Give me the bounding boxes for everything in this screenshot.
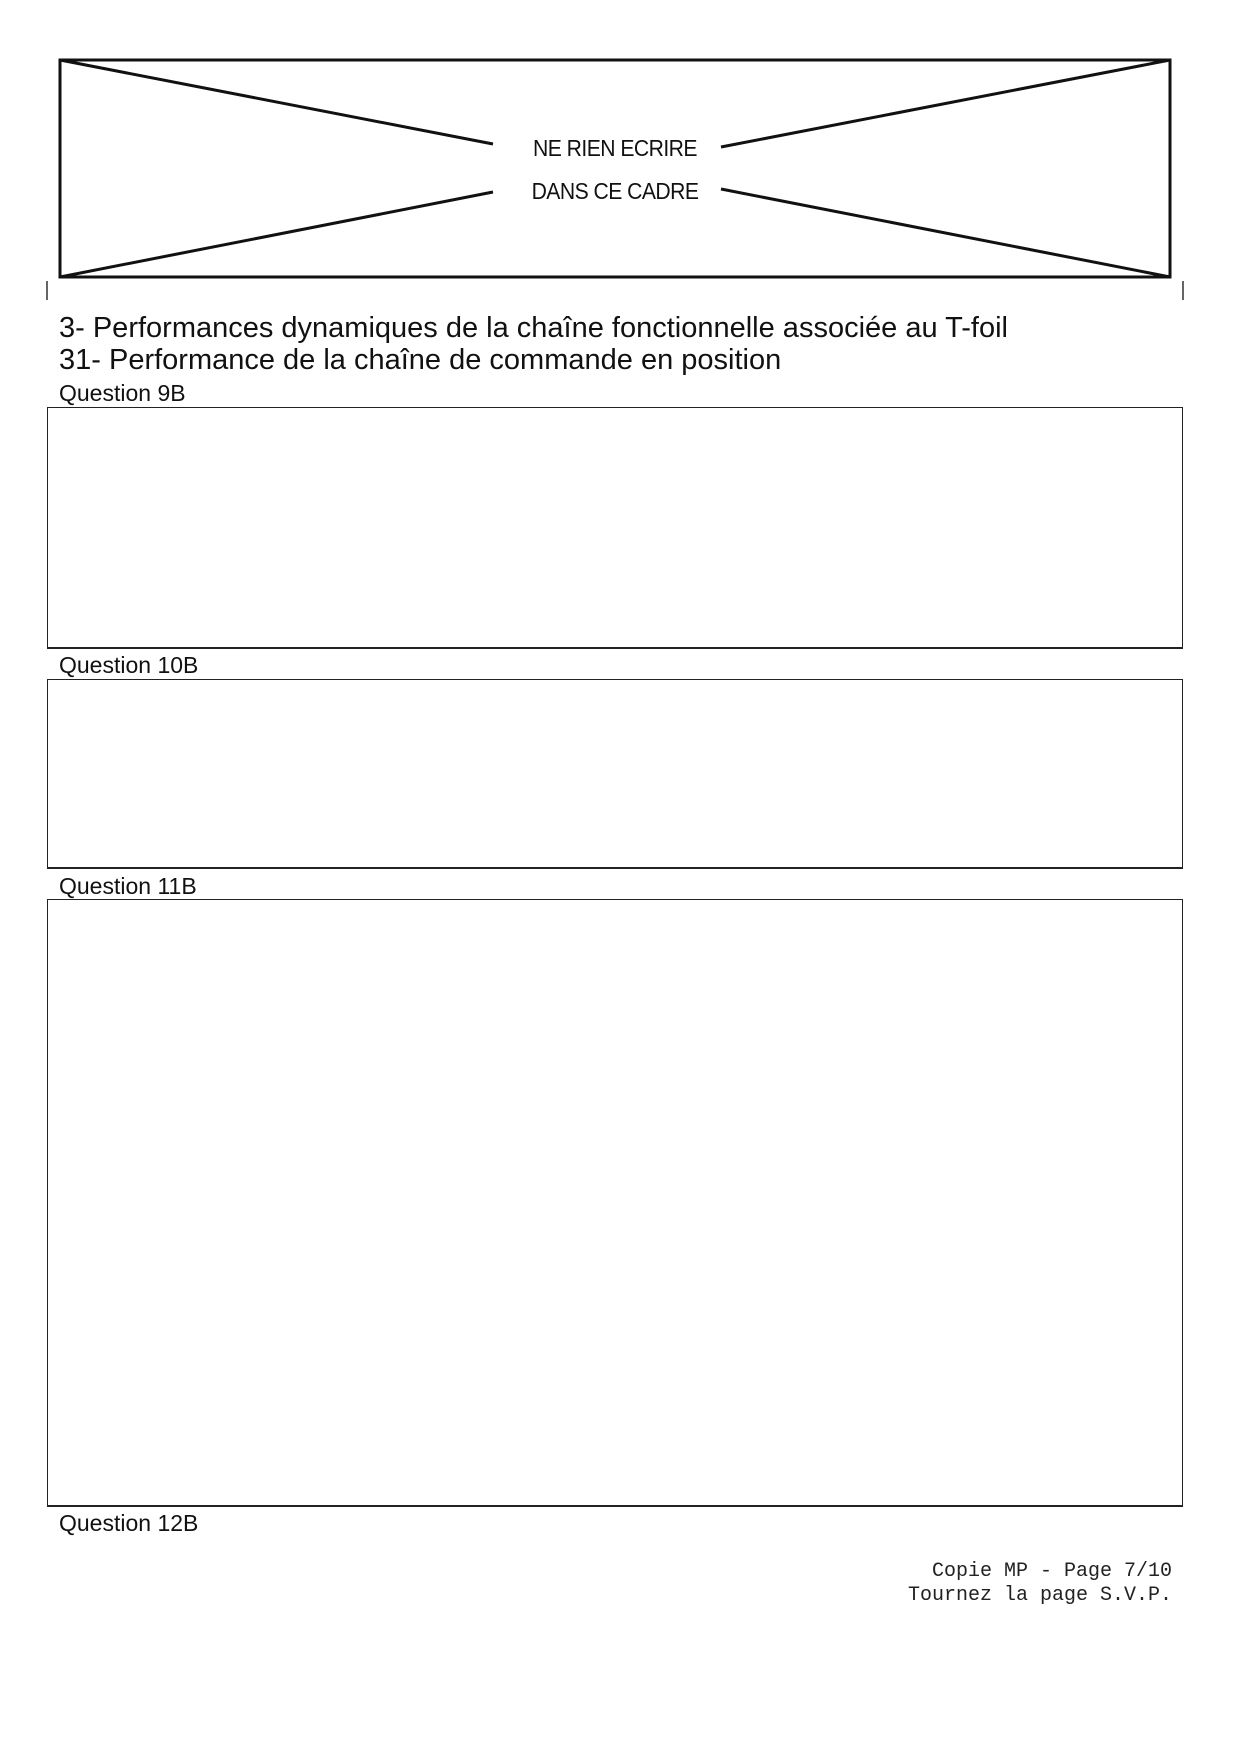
question-11b-label: Question 11B (59, 873, 197, 899)
question-10b-label: Question 10B (59, 652, 199, 678)
frame-under-bracket (47, 281, 1183, 300)
footer-turn-page: Tournez la page S.V.P. (907, 1584, 1172, 1607)
frame-diagonal-top-right (721, 60, 1170, 147)
frame-text-line-1: NE RIEN ECRIRE (533, 135, 697, 161)
question-9b-label: Question 9B (59, 380, 186, 406)
section-heading: 3- Performances dynamiques de la chaîne fonctionnelle associée au T-foil (59, 312, 1008, 344)
question-11b-answer-box[interactable] (47, 899, 1183, 1507)
subsection-heading: 31- Performance de la chaîne de commande en position (59, 344, 782, 376)
frame-diagonal-top-left (60, 60, 493, 144)
frame-diagonal-bottom-left (60, 192, 493, 277)
frame-text-line-2: DANS CE CADRE (531, 178, 699, 204)
question-12b-label: Question 12B (59, 1510, 199, 1536)
footer-page-number: Copie MP - Page 7/10 (931, 1560, 1172, 1583)
question-9b-answer-box[interactable] (47, 407, 1183, 649)
frame-diagonal-bottom-right (721, 189, 1170, 277)
question-10b-answer-box[interactable] (47, 679, 1183, 869)
